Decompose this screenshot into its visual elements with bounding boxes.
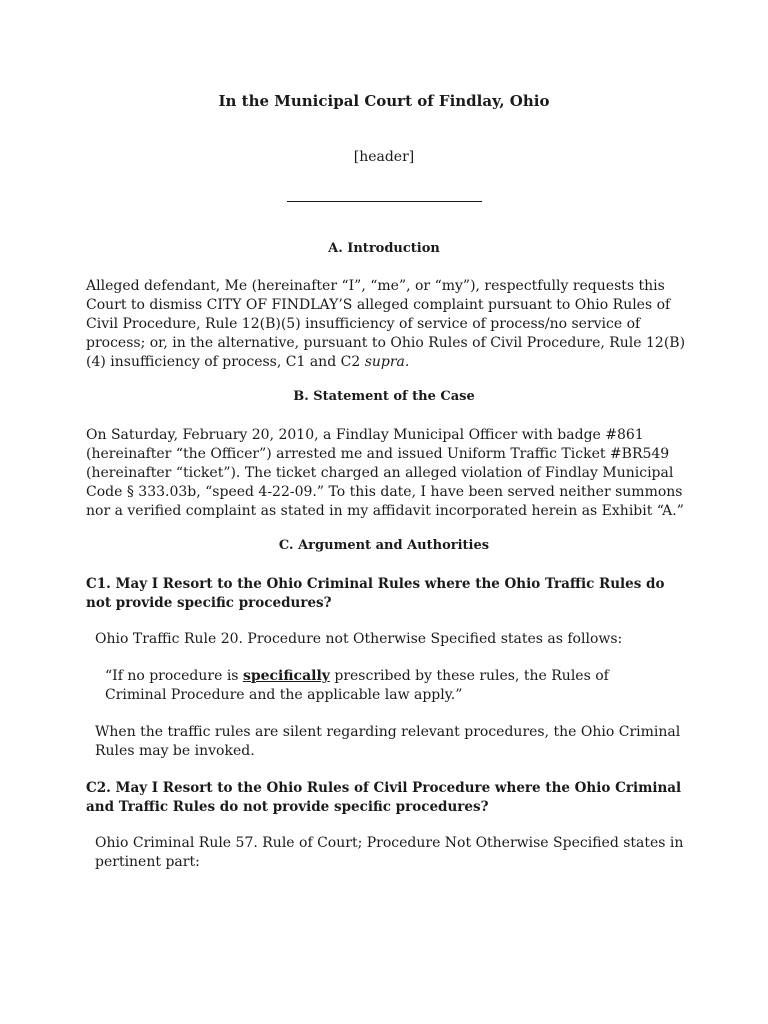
c1-conclusion: When the traffic rules are silent regarding relevant procedures, the Ohio Criminal Rules may be invoked. [95,724,681,759]
c1-quote-end: prescribed by these rules, the Rules of Criminal Procedure and the applicable law apply.” [105,668,609,703]
introduction-paragraph [86,277,686,372]
c1-quote-emphasis: specifically [242,668,330,684]
court-title: In the Municipal Court of Findlay, Ohio [218,92,550,110]
c1-rule-text: Ohio Traffic Rule 20. Procedure not Otherwise Specified states as follows: [95,631,623,647]
header-placeholder: [header] [353,149,415,165]
c1-question-heading: C1. May I Resort to the Ohio Criminal Rules where the Ohio Traffic Rules do not provide specific procedures? [86,576,665,611]
section-a-heading: A. Introduction [328,241,440,256]
introduction-text: Alleged defendant, Me (hereinafter “I”, “me”, or “my”), respectfully requests this Court to dismiss CITY OF FINDLAY’S alleged complaint pursuant to Ohio Rules of Civil Procedure, Rule 12(B)(5) insufficiency of service of process/no service of process; or, in the alternative, pursuant to Ohio Rules of Civil Procedure, Rule 12(B)(4) insufficiency of process, C1 and C2 [86,278,686,370]
c1-quote-start: “If no procedure is [105,668,243,684]
supra-italic: supra. [364,354,410,370]
section-c-heading: C. Argument and Authorities [278,538,490,553]
c1-quote [105,667,665,705]
c2-question-heading: C2. May I Resort to the Ohio Rules of Civil Procedure where the Ohio Criminal and Traffic Rules do not provide specific procedures? [86,780,682,815]
statement-paragraph: On Saturday, February 20, 2010, a Findlay Municipal Officer with badge #861 (hereinafter “the Officer”) arrested me and issued Uniform Traffic Ticket #BR549 (hereinafter “ticket”). The ticket charged an alleged violation of Findlay Municipal Code § 333.03b, “speed 4-22-09.” To this date, I have been served neither summons nor a verified complaint as stated in my affidavit incorporated herein as Exhibit “A.” [86,427,684,519]
section-b-heading: B. Statement of the Case [293,389,475,404]
signature-line-divider [287,201,482,202]
c2-rule-text: Ohio Criminal Rule 57. Rule of Court; Procedure Not Otherwise Specified states in pertinent part: [95,835,684,870]
